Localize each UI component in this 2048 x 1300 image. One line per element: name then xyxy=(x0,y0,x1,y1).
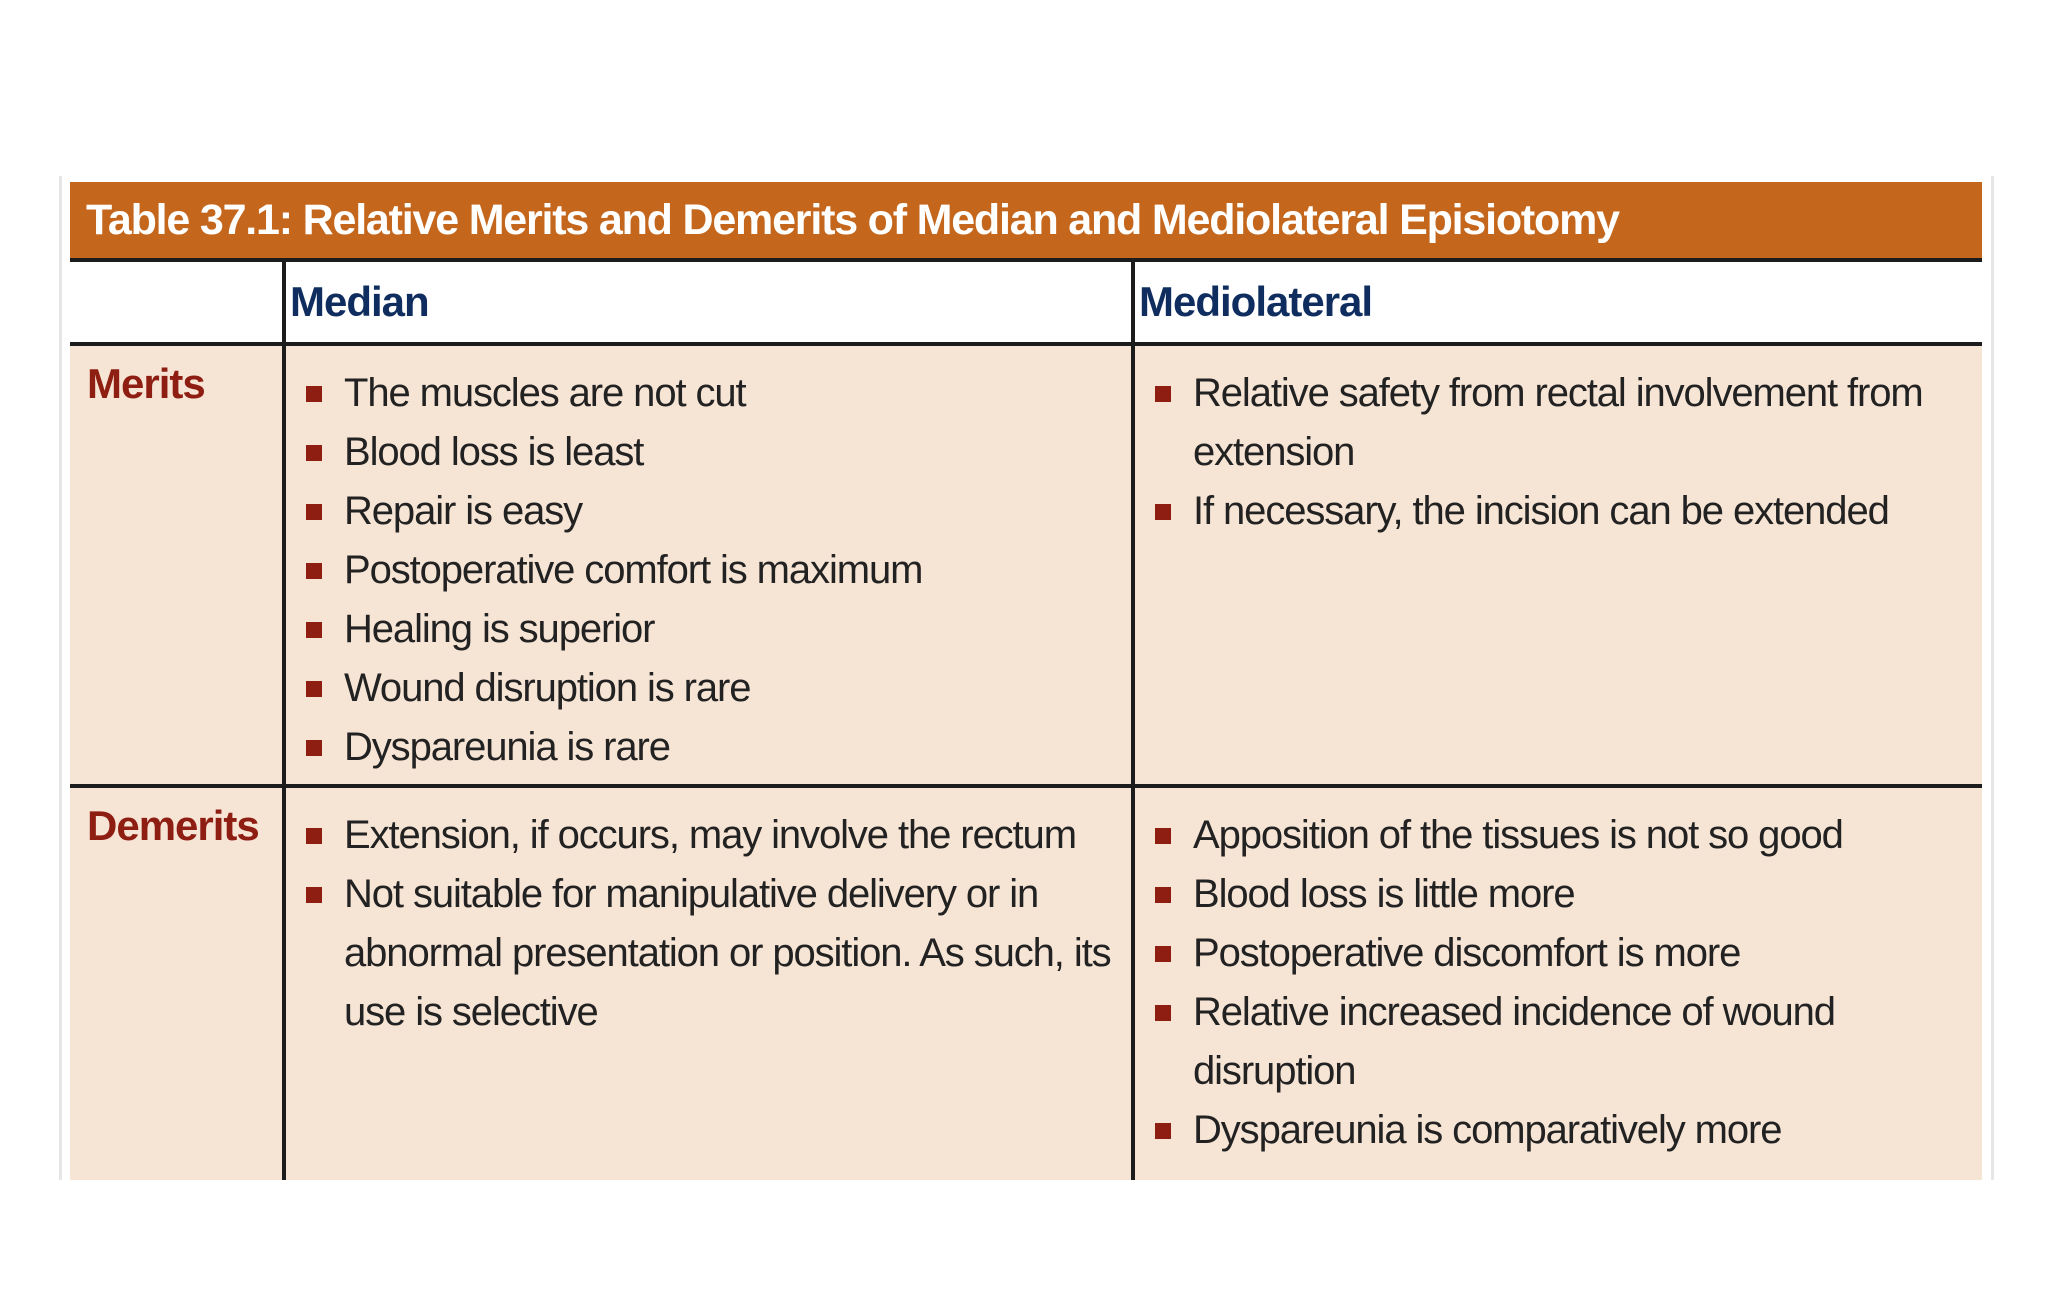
list-item xyxy=(300,423,1080,482)
table-row-merits xyxy=(70,346,1982,788)
list-item xyxy=(300,541,1080,600)
list-item-text-line: Dyspareunia is rare xyxy=(344,725,670,769)
cell-merits-median xyxy=(300,364,1080,777)
list-item xyxy=(300,806,1080,865)
list-item-text-line: extension xyxy=(1193,430,1355,474)
square-bullet-icon xyxy=(306,887,322,903)
list-item xyxy=(300,718,1080,777)
list-item xyxy=(1149,983,1929,1101)
list-item-text-line: Blood loss is little more xyxy=(1193,872,1575,916)
list-item-text-line: Apposition of the tissues is not so good xyxy=(1193,813,1843,857)
list-item-text-line: Dyspareunia is comparatively more xyxy=(1193,1108,1782,1152)
list-item-text-line: Relative safety from rectal involvement from xyxy=(1193,371,1923,415)
list-item xyxy=(300,600,1080,659)
episiotomy-table xyxy=(59,176,1994,1180)
list-item-text-line: Blood loss is least xyxy=(344,430,644,474)
list-item xyxy=(1149,364,1929,482)
column-divider xyxy=(282,262,286,1180)
list-item-text-line: Healing is superior xyxy=(344,607,655,651)
list-item-text-line: Not suitable for manipulative delivery or in xyxy=(344,872,1039,916)
table-row-demerits xyxy=(70,788,1982,1180)
column-header-median: Median xyxy=(290,278,429,325)
list-item-text-line: If necessary, the incision can be extended xyxy=(1193,489,1889,533)
list-item-text-line: use is selective xyxy=(344,990,598,1034)
square-bullet-icon xyxy=(1155,1005,1171,1021)
cell-demerits-median xyxy=(300,806,1111,1042)
table-header-row xyxy=(70,262,1982,346)
column-divider xyxy=(1131,262,1135,1180)
list-item-text-line: Extension, if occurs, may involve the rectum xyxy=(344,813,1076,857)
list-item xyxy=(1149,482,1929,541)
square-bullet-icon xyxy=(1155,504,1171,520)
list-item xyxy=(1149,924,1929,983)
list-item xyxy=(300,482,1080,541)
list-item-text-line: Postoperative comfort is maximum xyxy=(344,548,923,592)
square-bullet-icon xyxy=(1155,386,1171,402)
column-header-mediolateral: Mediolateral xyxy=(1139,278,1373,325)
list-item-text-line: Wound disruption is rare xyxy=(344,666,751,710)
list-item-text-line: Repair is easy xyxy=(344,489,583,533)
list-item xyxy=(300,364,1080,423)
square-bullet-icon xyxy=(306,828,322,844)
list-item-text-line: disruption xyxy=(1193,1049,1356,1093)
list-item-text-line: Postoperative discomfort is more xyxy=(1193,931,1741,975)
list-item xyxy=(300,865,1111,1042)
square-bullet-icon xyxy=(1155,946,1171,962)
square-bullet-icon xyxy=(306,740,322,756)
square-bullet-icon xyxy=(306,445,322,461)
list-item-text-line: abnormal presentation or position. As such, its xyxy=(344,931,1111,975)
list-item xyxy=(1149,1101,1929,1160)
table-title: Table 37.1: Relative Merits and Demerits of Median and Mediolateral Episiotomy xyxy=(70,182,1982,262)
list-item-text-line: Relative increased incidence of wound xyxy=(1193,990,1835,1034)
row-label-merits: Merits xyxy=(87,360,205,407)
square-bullet-icon xyxy=(306,386,322,402)
square-bullet-icon xyxy=(306,504,322,520)
square-bullet-icon xyxy=(306,681,322,697)
square-bullet-icon xyxy=(306,622,322,638)
square-bullet-icon xyxy=(1155,828,1171,844)
cell-merits-mediolateral xyxy=(1149,364,1929,541)
list-item-text-line: The muscles are not cut xyxy=(344,371,746,415)
list-item xyxy=(300,659,1080,718)
square-bullet-icon xyxy=(306,563,322,579)
square-bullet-icon xyxy=(1155,887,1171,903)
bullet-list xyxy=(1149,806,1929,1160)
bullet-list xyxy=(1149,364,1929,541)
list-item xyxy=(1149,865,1929,924)
list-item xyxy=(1149,806,1929,865)
bullet-list xyxy=(300,806,1111,1042)
cell-demerits-mediolateral xyxy=(1149,806,1929,1160)
row-label-demerits: Demerits xyxy=(87,802,259,849)
bullet-list xyxy=(300,364,1080,777)
square-bullet-icon xyxy=(1155,1123,1171,1139)
